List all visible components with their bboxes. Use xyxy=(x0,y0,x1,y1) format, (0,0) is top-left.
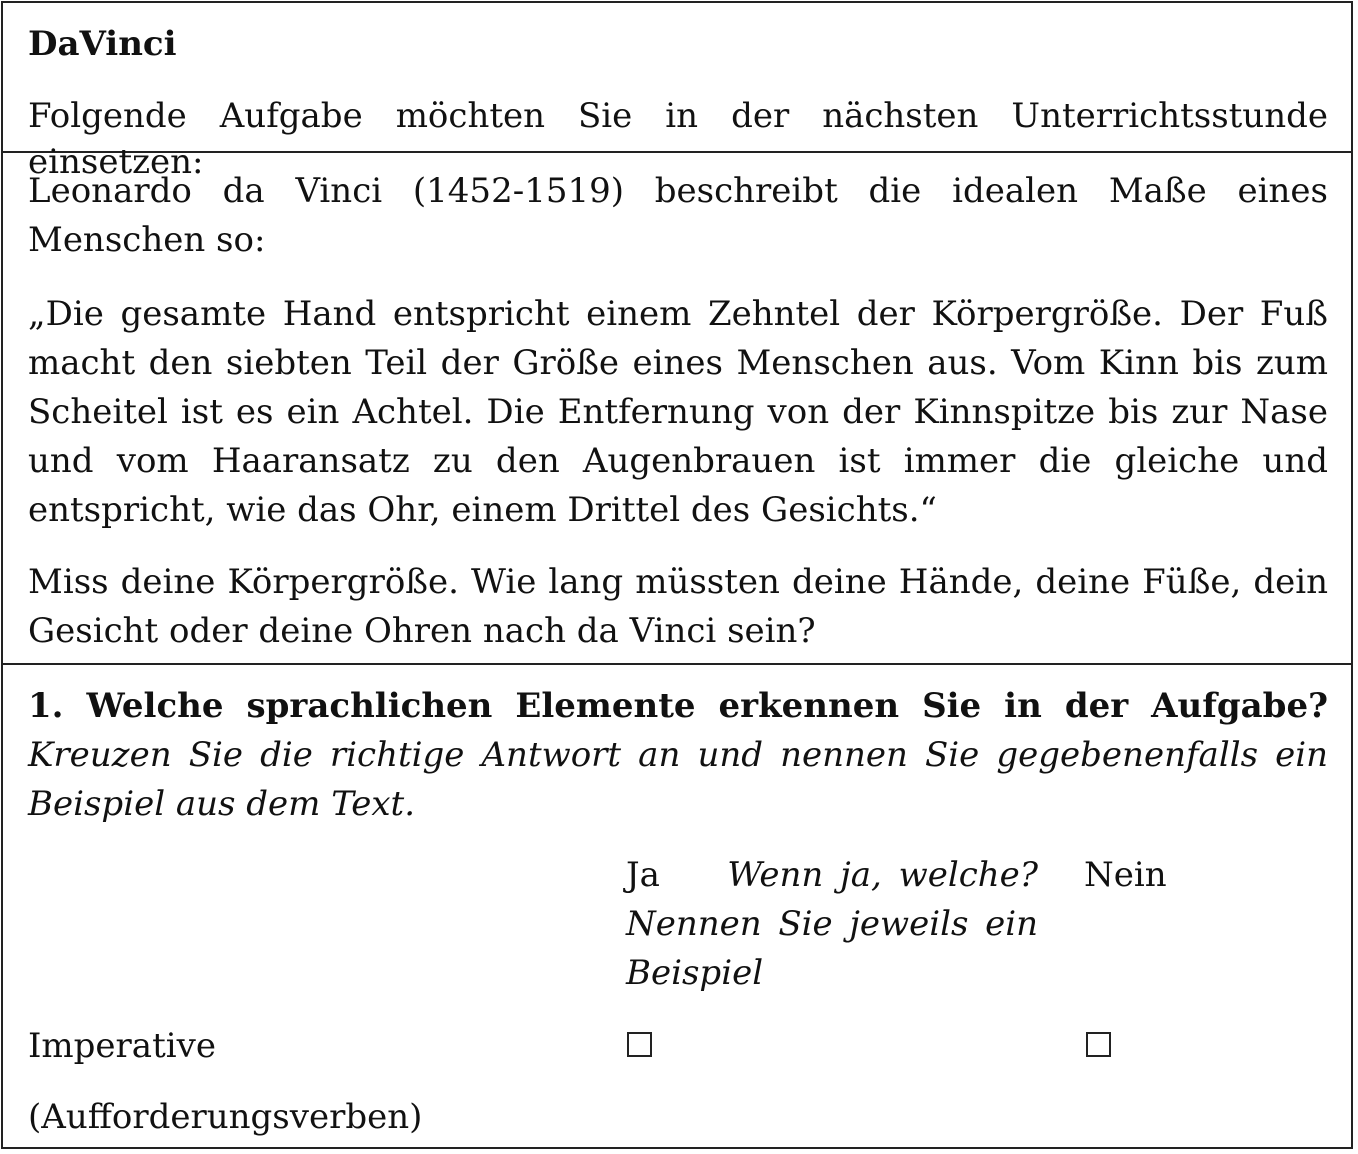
ja-label: Ja xyxy=(626,855,660,895)
question-heading: 1. Welche sprachlichen Elemente erkennen Sie in der Aufgabe? xyxy=(28,686,1328,726)
intro-text: Folgende Aufgabe möchten Sie in der nächsten Unterrichtsstunde einsetzen: xyxy=(28,96,1328,182)
column-header-ja xyxy=(626,851,1038,998)
task-section xyxy=(3,153,1351,665)
ja-detail-label: Wenn ja, welche? Nennen Sie jeweils ein Beispiel xyxy=(626,855,1038,993)
question-text xyxy=(28,682,1328,829)
header-section xyxy=(3,3,1351,182)
checkbox-ja-imperative[interactable] xyxy=(627,1032,652,1057)
question-instruction: Kreuzen Sie die richtige Antwort an und nennen Sie gegebenenfalls ein Beispiel aus dem Text. xyxy=(28,735,1328,824)
checkbox-nein-imperative[interactable] xyxy=(1086,1032,1111,1057)
column-header-nein: Nein xyxy=(1084,855,1167,895)
row-label-imperative: Imperative xyxy=(28,1026,216,1066)
worksheet-title: DaVinci xyxy=(28,24,177,64)
davinci-quote: „Die gesamte Hand entspricht einem Zehntel der Körpergröße. Der Fuß macht den siebten Teil der Größe eines Menschen aus. Vom Kinn bis zum Scheitel ist es ein Achtel. Die Entfernung von der Kinnspitze bis zur Nase und vom Haaransatz zu den Augenbrauen ist immer die gleiche und entspricht, wie das Ohr, einem Drittel des Gesichts.“ xyxy=(28,294,1328,530)
task-paragraph: Leonardo da Vinci (1452-1519) beschreibt die idealen Maße eines Menschen so: xyxy=(28,171,1328,260)
row-sublabel-imperative: (Aufforderungsverben) xyxy=(28,1097,423,1137)
question-section xyxy=(3,665,1351,1147)
task-instruction: Miss deine Körpergröße. Wie lang müssten deine Hände, deine Füße, dein Gesicht oder deine Ohren nach da Vinci sein? xyxy=(28,562,1328,651)
worksheet-frame xyxy=(1,1,1353,1149)
